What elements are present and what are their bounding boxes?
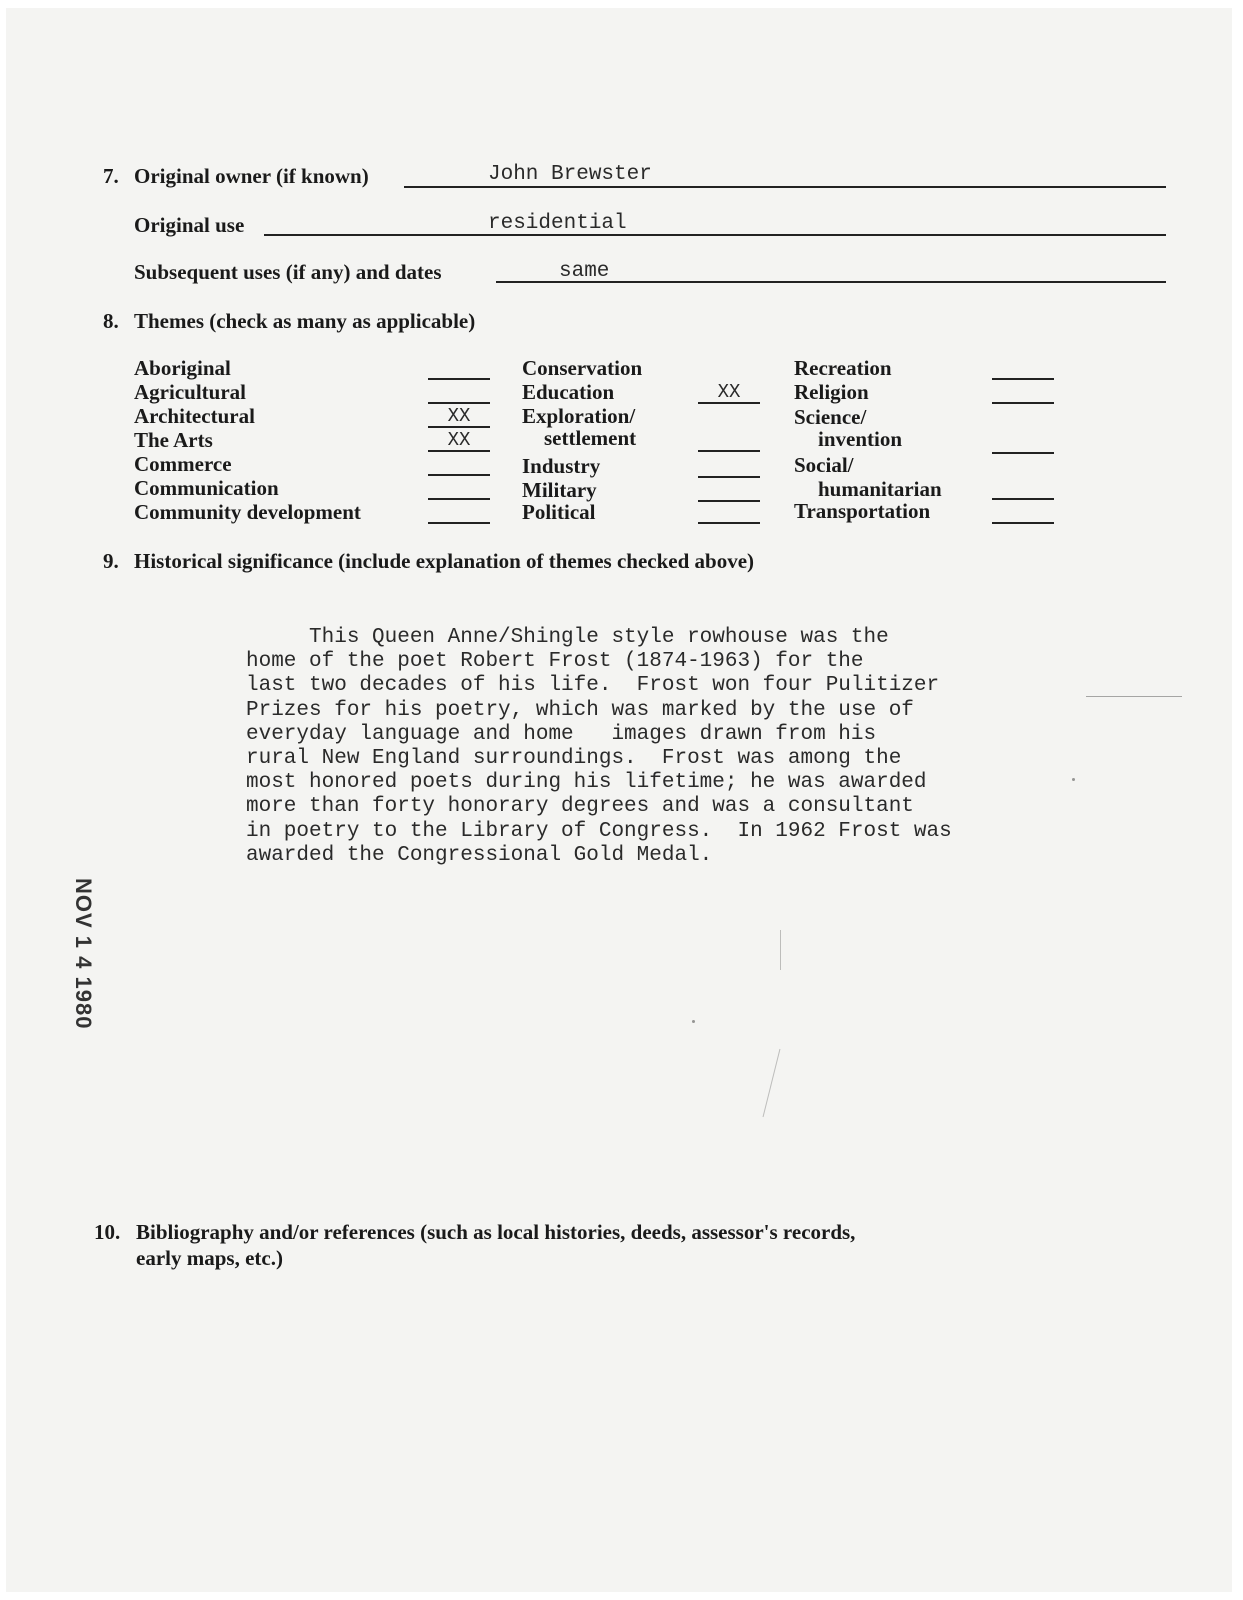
form-page	[6, 8, 1232, 1592]
scan-mark	[763, 1049, 781, 1117]
theme-architectural: Architectural	[134, 404, 255, 428]
theme-military-blank[interactable]	[698, 500, 760, 502]
text-line: Prizes for his poetry, which was marked by the use of	[246, 698, 914, 722]
theme-agricultural: Agricultural	[134, 380, 246, 404]
theme-social: Social/	[794, 453, 854, 477]
theme-science-blank[interactable]	[992, 452, 1054, 454]
bibliography-label: Bibliography and/or references (such as local histories, deeds, assessor's records,	[136, 1220, 856, 1244]
theme-the-arts-blank[interactable]	[428, 450, 490, 452]
section-10-number: 10.	[94, 1220, 121, 1244]
historical-significance-text	[246, 626, 1066, 868]
text-line: last two decades of his life. Frost won four Pulitizer	[246, 674, 940, 698]
text-line: This Queen Anne/Shingle style rowhouse was the	[246, 626, 889, 649]
section-7-number: 7.	[103, 164, 119, 188]
theme-transportation-blank[interactable]	[992, 522, 1054, 524]
theme-community-development-blank[interactable]	[428, 522, 490, 524]
scan-mark	[780, 930, 781, 970]
text-line: more than forty honorary degrees and was a consultant	[246, 795, 914, 819]
theme-aboriginal-blank[interactable]	[428, 378, 490, 380]
theme-conservation: Conservation	[522, 356, 643, 380]
received-date-stamp: NOV 1 4 1980	[71, 878, 96, 1030]
text-line: most honored poets during his lifetime; he was awarded	[246, 771, 927, 795]
theme-religion: Religion	[794, 380, 869, 404]
original-use-line	[264, 234, 1166, 236]
original-owner-label: Original owner (if known)	[134, 164, 369, 188]
subsequent-uses-value: same	[559, 260, 610, 283]
theme-exploration-cont: settlement	[544, 426, 637, 450]
scan-mark	[1086, 696, 1182, 697]
bibliography-label-cont: early maps, etc.)	[136, 1246, 283, 1270]
theme-social-blank[interactable]	[992, 498, 1054, 500]
text-line: in poetry to the Library of Congress. In 1962 Frost was	[246, 819, 952, 843]
theme-education: Education	[522, 380, 615, 404]
themes-label: Themes (check as many as applicable)	[134, 309, 476, 333]
theme-religion-blank[interactable]	[992, 402, 1054, 404]
subsequent-uses-label: Subsequent uses (if any) and dates	[134, 260, 442, 284]
section-8-number: 8.	[103, 309, 119, 333]
theme-political: Political	[522, 500, 596, 524]
theme-the-arts-mark: XX	[447, 429, 471, 451]
theme-transportation: Transportation	[794, 499, 931, 523]
original-owner-value: John Brewster	[488, 163, 652, 186]
theme-exploration-blank[interactable]	[698, 450, 760, 452]
theme-commerce-blank[interactable]	[428, 474, 490, 476]
theme-communication: Communication	[134, 476, 279, 500]
theme-commerce: Commerce	[134, 452, 232, 476]
theme-social-cont: humanitarian	[818, 477, 942, 501]
theme-community-development: Community development	[134, 500, 361, 524]
text-line: home of the poet Robert Frost (1874-1963) for the	[246, 650, 864, 674]
theme-science-cont: invention	[818, 427, 903, 451]
theme-the-arts: The Arts	[134, 428, 213, 452]
theme-architectural-mark: XX	[447, 405, 471, 427]
theme-exploration: Exploration/	[522, 404, 636, 428]
theme-recreation-blank[interactable]	[992, 378, 1054, 380]
section-9-number: 9.	[103, 549, 119, 573]
text-line: awarded the Congressional Gold Medal.	[246, 843, 713, 867]
theme-communication-blank[interactable]	[428, 498, 490, 500]
theme-industry: Industry	[522, 454, 601, 478]
theme-education-blank[interactable]	[698, 402, 760, 404]
theme-military: Military	[522, 478, 597, 502]
theme-industry-blank[interactable]	[698, 476, 760, 478]
original-use-label: Original use	[134, 213, 245, 237]
theme-science: Science/	[794, 405, 867, 429]
scan-mark	[1072, 778, 1075, 781]
original-use-value: residential	[488, 212, 627, 235]
theme-political-blank[interactable]	[698, 522, 760, 524]
scan-mark	[692, 1020, 695, 1023]
theme-aboriginal: Aboriginal	[134, 356, 231, 380]
historical-significance-label: Historical significance (include explanation of themes checked above)	[134, 549, 755, 573]
text-line: everyday language and home images drawn from his	[246, 722, 877, 746]
text-line: rural New England surroundings. Frost was among the	[246, 747, 902, 771]
theme-recreation: Recreation	[794, 356, 892, 380]
theme-architectural-blank[interactable]	[428, 426, 490, 428]
theme-education-mark: XX	[717, 381, 741, 403]
theme-agricultural-blank[interactable]	[428, 402, 490, 404]
